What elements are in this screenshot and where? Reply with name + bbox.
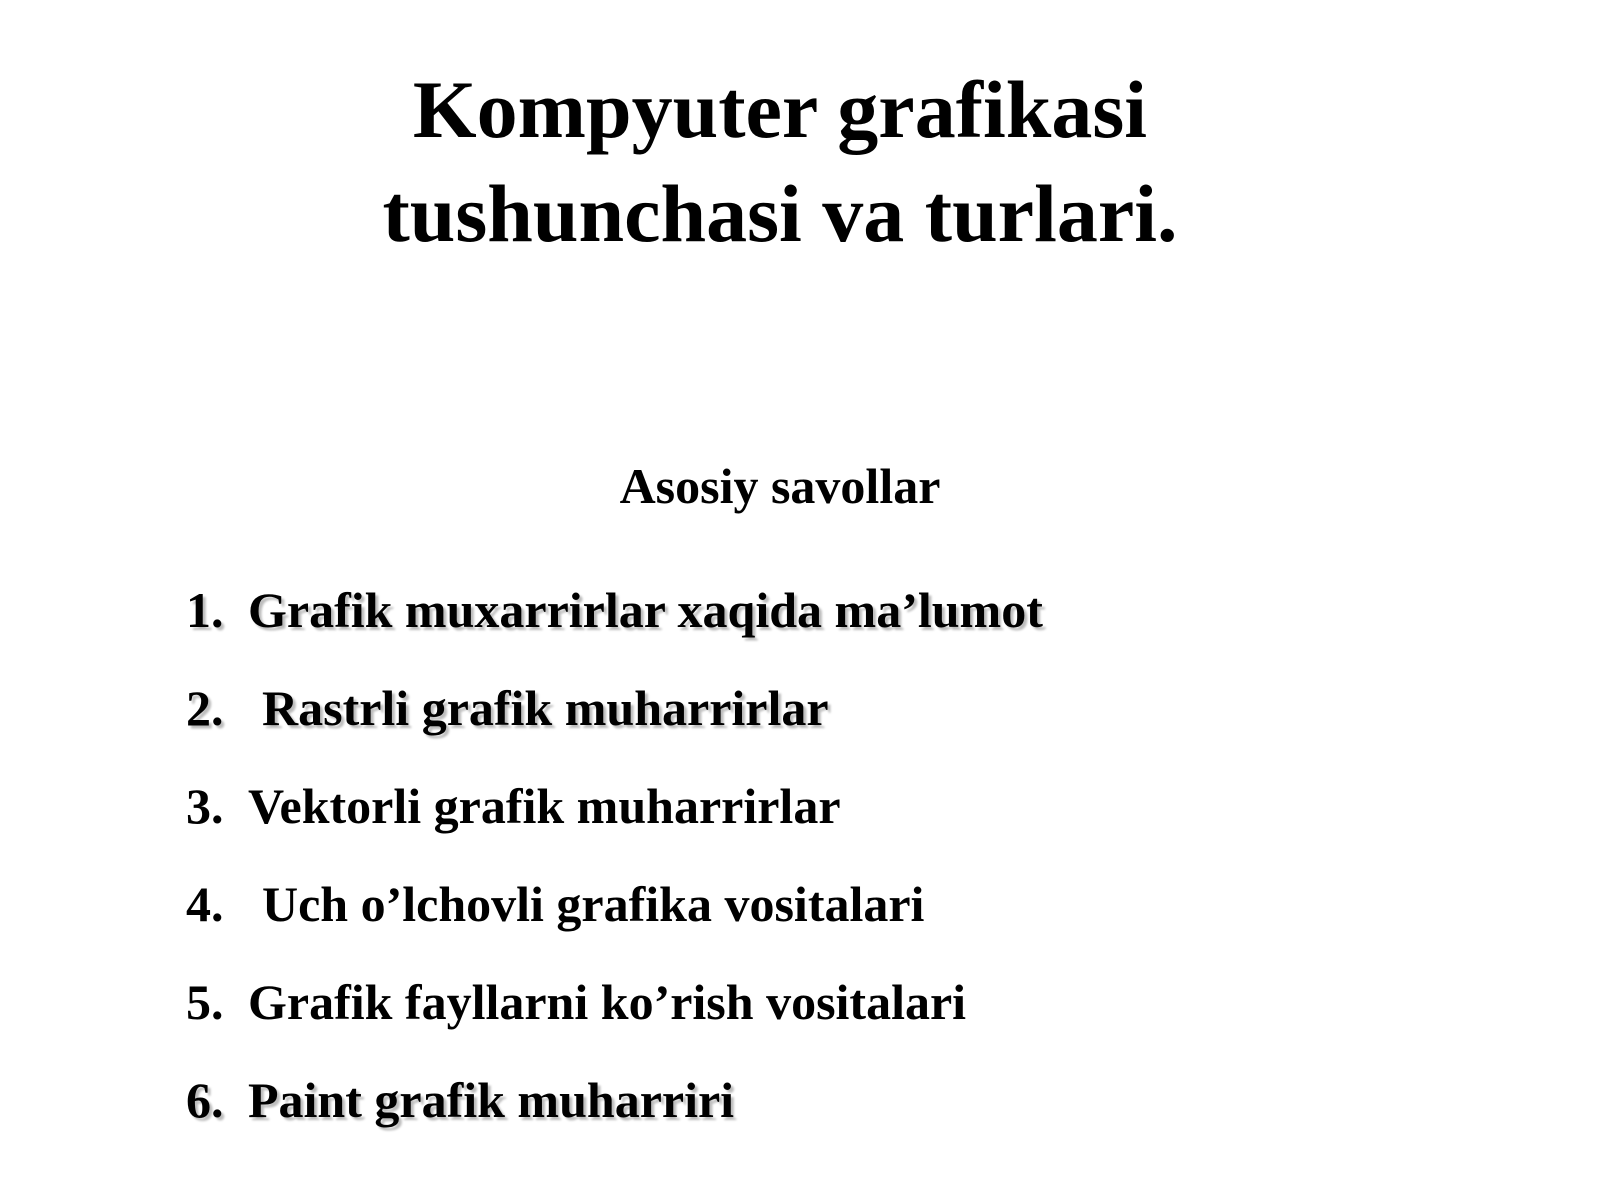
list-item [186,676,1043,774]
list-item-number: 6. [186,1072,224,1128]
list-item-text: Grafik fayllarni ko’rish vositalari [248,974,967,1030]
list-item-text: Vektorli grafik muharrirlar [248,778,841,834]
list-item-text: Paint grafik muharriri [248,1072,735,1128]
list-item-number: 2. [186,680,224,736]
list-item [186,578,1043,676]
list-item-number: 4. [186,876,224,932]
list-item [186,1068,1043,1166]
page-title [0,58,1560,266]
title-line-2: tushunchasi va turlari. [382,168,1178,259]
list-item [186,872,1043,970]
list-item-number: 1. [186,582,224,638]
list-item-text: Uch o’lchovli grafika vositalari [262,876,925,932]
question-list [186,578,1043,1166]
list-item-number: 5. [186,974,224,1030]
list-item-number: 3. [186,778,224,834]
list-item [186,970,1043,1068]
list-item [186,774,1043,872]
list-item-text: Rastrli grafik muharrirlar [262,680,829,736]
title-line-1: Kompyuter grafikasi [412,64,1148,155]
section-subtitle: Asosiy savollar [619,458,941,514]
list-item-text: Grafik muxarrirlar xaqida ma’lumot [248,582,1043,638]
